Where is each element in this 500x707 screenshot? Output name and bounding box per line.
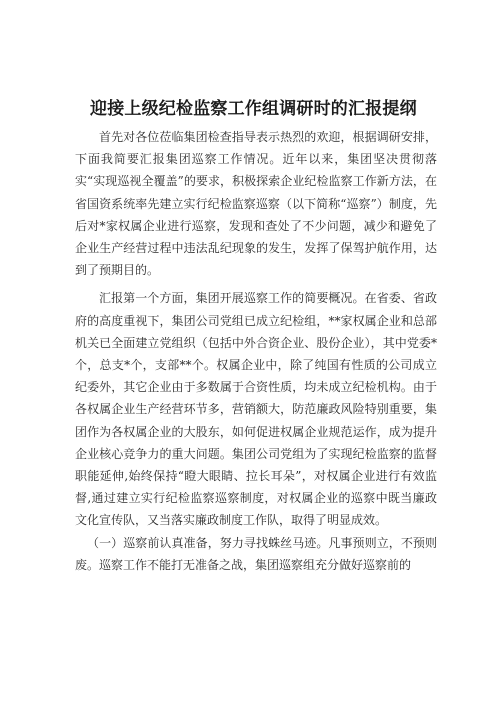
document-title: 迎接上级纪检监察工作组调研时的汇报提纲: [90, 99, 417, 119]
document-body: [75, 126, 437, 576]
paragraph-item-1: （一）巡察前认真准备，努力寻找蛛丝马迹。凡事预则立，不预则废。巡察工作不能打无准备之战，集团巡察组充分做好巡察前的: [75, 535, 437, 572]
paragraph-intro: 首先对各位莅临集团检查指导表示热烈的欢迎，根据调研安排，下面我简要汇报集团巡察工作情况。近年以来，集团坚决贯彻落实“实现巡视全覆盖”的要求，积极探索企业纪检监察工作新方法，在省国资系统率先建立实行纪检监察巡察（以下简称“巡察”）制度，先后对*家权属企业进行巡察，发现和查处了不少问题，减少和避免了企业生产经营过程中违法乱纪现象的发生，发挥了保驾护航作用，达到了预期目的。: [75, 130, 437, 278]
paragraph-overview: 汇报第一个方面，集团开展巡察工作的简要概况。在省委、省政府的高度重视下，集团公司党组已成立纪检组，**家权属企业和总部机关已全面建立党组织（包括中外合资企业、股份企业），其中党委*个，总支*个，支部**个。权属企业中，除了纯国有性质的公司成立纪委外，其它企业由于多数属于合资性质，均未成立纪检机构。由于各权属企业生产经营环节多，营销额大，防范廉政风险特别重要，集团作为各权属企业的大股东，如何促进权属企业规范运作，成为提升企业核心竞争力的重大问题。集团公司党组为了实现纪检监察的监督职能延伸,始终保持“瞪大眼睛、拉长耳朵”，对权属企业进行有效监督,通过建立实行纪检监察巡察制度，对权属企业的巡察中既当廉政文化宣传队，又当落实廉政制度工作队，取得了明显成效。: [75, 291, 437, 528]
